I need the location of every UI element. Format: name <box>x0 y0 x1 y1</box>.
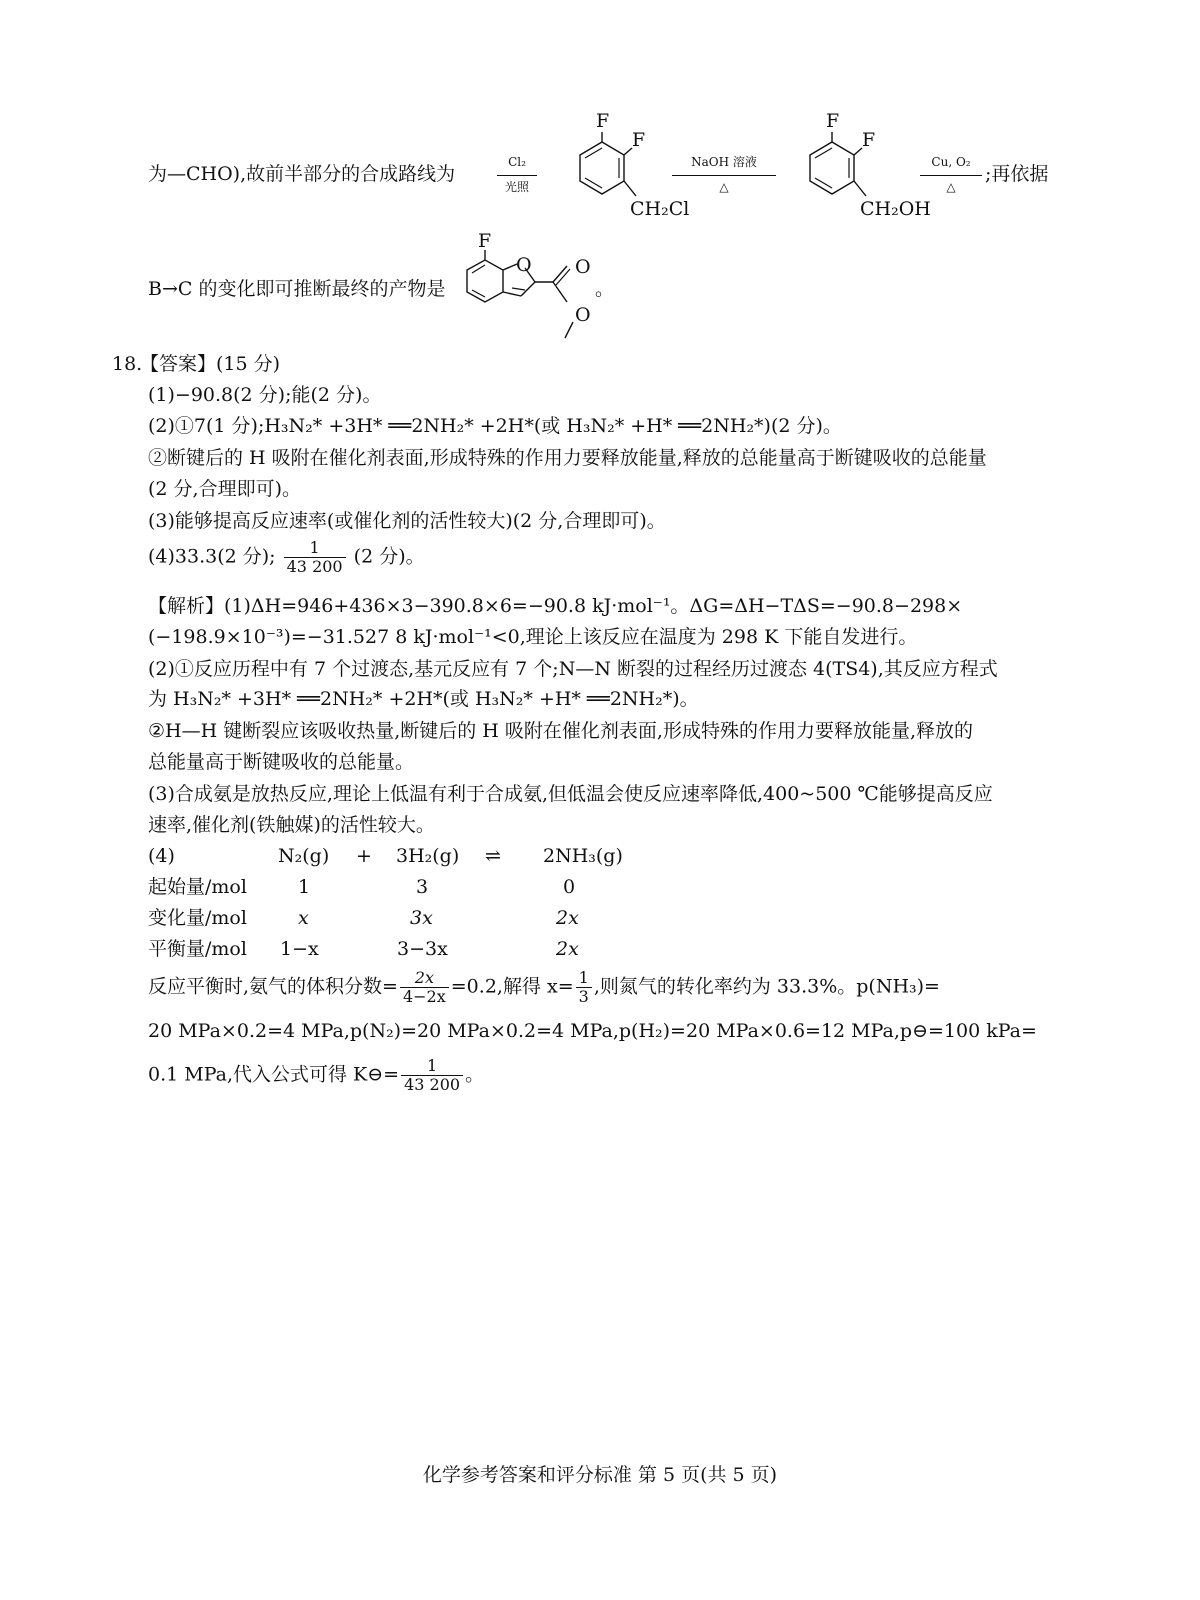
final-line-1 <box>148 970 940 1005</box>
product-ester-oxygen: O <box>575 304 591 326</box>
fraction-x-numerator: 1 <box>576 970 592 988</box>
analysis-line-7: (3)合成氨是放热反应,理论上低温有利于合成氨,但低温会使反应速率降低,400~500 ℃能够提高反应 <box>148 783 993 805</box>
final-3-a: 0.1 MPa,代入公式可得 K⊖= <box>148 1063 400 1086</box>
question-number: 18. <box>112 353 143 375</box>
reaction-arrow-3 <box>920 175 982 176</box>
product-end: 。 <box>595 278 615 300</box>
mol1-ch2cl: CH₂Cl <box>630 198 690 220</box>
synthesis-lead: 为—CHO),故前半部分的合成路线为 <box>148 163 456 185</box>
final-1-a: 反应平衡时,氨气的体积分数= <box>148 975 398 998</box>
table-cell: 2x <box>556 907 579 929</box>
answer-4-pre: (4)33.3(2 分); <box>148 545 276 568</box>
answer-2-1: (2)①7(1 分);H₃N₂* +3H* ══2NH₂* +2H*(或 H₃N₂* +H* ══2NH₂*)(2 分)。 <box>148 415 842 437</box>
table-cell: 2x <box>556 938 579 960</box>
table-head-nh3: 2NH₃(g) <box>543 845 623 867</box>
arrow-3-reagent: Cu, O₂ <box>931 155 971 169</box>
answer-2-2a: ②断键后的 H 吸附在催化剂表面,形成特殊的作用力要释放能量,释放的总能量高于断键吸收的总能量 <box>148 447 987 469</box>
table-cell: 3−3x <box>397 938 448 960</box>
table-cell: 1−x <box>280 938 319 960</box>
answer-4-post: (2 分)。 <box>353 545 425 568</box>
mol2-fluorine-1: F <box>826 110 840 132</box>
analysis-line-1: 【解析】(1)ΔH=946+436×3−390.8×6=−90.8 kJ·mol⁻¹。ΔG=ΔH−TΔS=−90.8−298× <box>148 595 963 617</box>
arrow-1-reagent: Cl₂ <box>508 155 526 169</box>
product-lead: B→C 的变化即可推断最终的产物是 <box>148 278 446 300</box>
table-cell: 0 <box>563 876 576 898</box>
final-line-3 <box>148 1058 484 1093</box>
table-cell: 3 <box>416 876 429 898</box>
table-head-label: (4) <box>148 845 175 867</box>
final-line-2: 20 MPa×0.2=4 MPa,p(N₂)=20 MPa×0.2=4 MPa,p(H₂)=20 MPa×0.6=12 MPa,p⊖=100 kPa= <box>148 1020 1037 1042</box>
synthesis-tail: ;再依据 <box>985 163 1049 185</box>
mol1-fluorine-2: F <box>632 129 646 151</box>
answer-2-2b: (2 分,合理即可)。 <box>148 478 301 500</box>
fraction-x-denominator: 3 <box>578 987 589 1006</box>
answer-heading: 【答案】(15 分) <box>140 353 281 375</box>
page-footer: 化学参考答案和评分标准 第 5 页(共 5 页) <box>422 1464 778 1486</box>
fraction-volume <box>400 970 449 1005</box>
analysis-line-5: ②H—H 键断裂应该吸收热量,断键后的 H 吸附在催化剂表面,形成特殊的作用力要释放能量,释放的 <box>148 720 973 742</box>
table-cell: x <box>298 907 309 929</box>
mol2-ch2oh: CH₂OH <box>860 198 931 220</box>
analysis-line-4: 为 H₃N₂* +3H* ══2NH₂* +2H*(或 H₃N₂* +H* ══2NH₂*)。 <box>148 688 699 710</box>
fraction-k-numerator: 1 <box>401 1058 463 1076</box>
fraction-x <box>576 970 592 1005</box>
mol1-fluorine-1: F <box>596 110 610 132</box>
answer-4 <box>148 540 425 575</box>
fraction-volume-numerator: 2x <box>400 970 449 988</box>
final-3-b: 。 <box>465 1063 485 1086</box>
arrow-2-reagent: NaOH 溶液 <box>691 155 757 169</box>
table-head-n2: N₂(g) <box>278 845 330 867</box>
reaction-arrow-2 <box>672 175 776 176</box>
answer-4-denominator: 43 200 <box>286 557 343 576</box>
product-fluorine: F <box>478 230 492 252</box>
table-row-label: 平衡量/mol <box>148 938 247 960</box>
fraction-volume-denominator: 4−2x <box>402 987 446 1006</box>
final-1-c: ,则氮气的转化率约为 33.3%。p(NH₃)= <box>593 975 940 998</box>
answer-3: (3)能够提高反应速率(或催化剂的活性较大)(2 分,合理即可)。 <box>148 510 666 532</box>
final-1-b: =0.2,解得 x= <box>450 975 574 998</box>
reaction-arrow-1 <box>497 175 537 176</box>
table-head-arrow: ⇌ <box>485 845 501 867</box>
table-cell: 3x <box>410 907 433 929</box>
analysis-line-6: 总能量高于断键吸收的总能量。 <box>148 751 415 773</box>
product-carbonyl-oxygen: O <box>575 256 591 278</box>
arrow-3-condition: △ <box>946 180 956 194</box>
analysis-line-2: (−198.9×10⁻³)=−31.527 8 kJ·mol⁻¹<0,理论上该反应在温度为 298 K 下能自发进行。 <box>148 626 918 648</box>
answer-4-fraction <box>284 540 346 575</box>
analysis-line-8: 速率,催化剂(铁触媒)的活性较大。 <box>148 814 435 836</box>
table-row-label: 起始量/mol <box>148 876 247 898</box>
analysis-line-3: (2)①反应历程中有 7 个过渡态,基元反应有 7 个;N—N 断裂的过程经历过渡态 4(TS4),其反应方程式 <box>148 658 998 680</box>
fraction-k <box>401 1058 463 1093</box>
arrow-1-condition: 光照 <box>504 180 529 194</box>
mol2-fluorine-2: F <box>862 129 876 151</box>
table-head-h2: 3H₂(g) <box>396 845 460 867</box>
table-row-label: 变化量/mol <box>148 907 247 929</box>
answer-1: (1)−90.8(2 分);能(2 分)。 <box>148 384 382 406</box>
product-ring-oxygen: O <box>516 254 532 276</box>
answer-4-numerator: 1 <box>284 540 346 558</box>
table-head-plus: + <box>356 845 372 867</box>
table-cell: 1 <box>298 876 311 898</box>
arrow-2-condition: △ <box>719 180 729 194</box>
fraction-k-denominator: 43 200 <box>404 1075 461 1094</box>
